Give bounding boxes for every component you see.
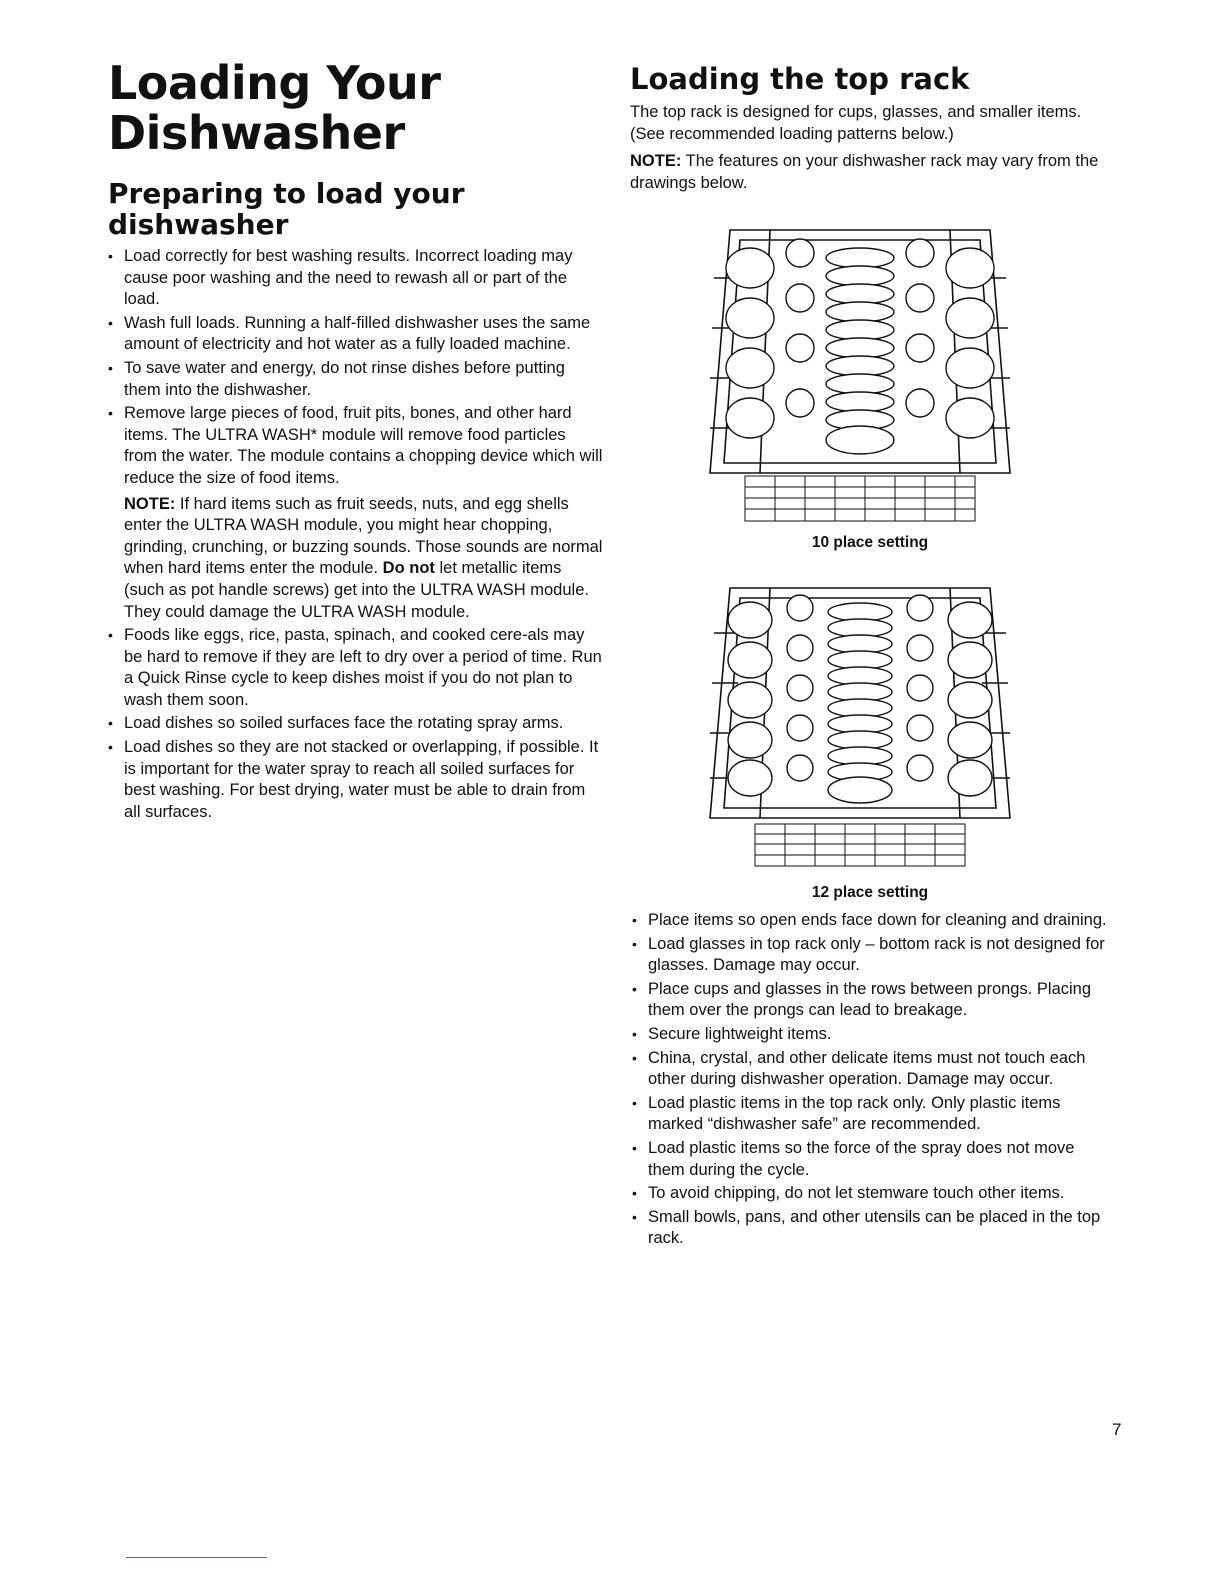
list-item: • Place items so open ends face down for cleaning and draining.	[632, 910, 1112, 932]
figure-caption-12-place: 12 place setting	[811, 884, 929, 901]
list-item: • Load correctly for best washing results. Incorrect loading may cause poor washing and the need to rewash all or part of the load.	[108, 246, 603, 311]
do-not-label: Do not	[382, 559, 435, 578]
list-item: • Small bowls, pans, and other utensils can be placed in the top rack.	[632, 1207, 1112, 1250]
section-title-top-rack: Loading the top rack	[630, 62, 970, 96]
ultra-wash-note	[124, 494, 603, 624]
note-text-2: let metallic items (such as pot handle screws) get into the ULTRA WASH module. They could damage the ULTRA WASH module.	[124, 559, 589, 621]
list-item-text: Remove large pieces of food, fruit pits, bones, and other hard items. The ULTRA WASH* module will remove food particles from the water. The module contains a chopping device which will reduce the size of food items.	[124, 404, 603, 487]
list-item: • Load dishes so soiled surfaces face the rotating spray arms.	[108, 713, 603, 735]
page-title-line1: Loading Your	[108, 56, 441, 110]
top-rack-10-place-illustration	[700, 218, 1020, 528]
list-item: • To avoid chipping, do not let stemware touch other items.	[632, 1183, 1112, 1205]
list-item: • Load dishes so they are not stacked or overlapping, if possible. It is important for the water spray to reach all soiled surfaces for best washing. For best drying, water must be able to drain from all surfaces.	[108, 737, 603, 823]
page-title-line2: Dishwasher	[108, 106, 405, 160]
list-item: • China, crystal, and other delicate items must not touch each other during dishwasher operation. Damage may occur.	[632, 1048, 1112, 1091]
preparing-list	[108, 246, 603, 823]
list-item: • Place cups and glasses in the rows between prongs. Placing them over the prongs can lead to breakage.	[632, 979, 1112, 1022]
list-item	[108, 403, 603, 623]
note-label: NOTE:	[124, 494, 176, 513]
list-item: • Wash full loads. Running a half-filled dishwasher uses the same amount of electricity and hot water as a fully loaded machine.	[108, 313, 603, 356]
page-title	[108, 58, 603, 158]
list-item: • Secure lightweight items.	[632, 1024, 1112, 1046]
right-column	[630, 62, 1120, 194]
list-item: • To save water and energy, do not rinse dishes before putting them into the dishwasher.	[108, 358, 603, 401]
top-rack-intro: The top rack is designed for cups, glasses, and smaller items. (See recommended loading patterns below.)	[630, 103, 1082, 143]
list-item: • Foods like eggs, rice, pasta, spinach, and cooked cere-als may be hard to remove if they are left to dry over a period of time. Run a Quick Rinse cycle to keep dishes moist if you do not plan to wash them soon.	[108, 625, 603, 711]
top-rack-12-place-illustration	[700, 578, 1020, 874]
note-label: NOTE:	[630, 152, 682, 171]
list-item: • Load glasses in top rack only – bottom rack is not designed for glasses. Damage may occur.	[632, 934, 1112, 977]
note-text: The features on your dishwasher rack may vary from the drawings below.	[630, 152, 1099, 192]
list-item: • Load plastic items in the top rack only. Only plastic items marked “dishwasher safe” are recommended.	[632, 1093, 1112, 1136]
top-rack-list	[632, 910, 1112, 1252]
figure-caption-10-place: 10 place setting	[811, 534, 929, 551]
left-column	[108, 58, 603, 825]
note-text-1: If hard items such as fruit seeds, nuts, and egg shells enter the ULTRA WASH module, you might hear chopping, grinding, crunching, or buzzing sounds. Those sounds are normal when hard items enter the module.	[124, 494, 603, 578]
footer-divider	[126, 1557, 267, 1558]
page-number: 7	[1112, 1420, 1122, 1439]
list-item: • Load plastic items so the force of the spray does not move them during the cycle.	[632, 1138, 1112, 1181]
section-title-preparing: Preparing to load your dishwasher	[108, 177, 465, 241]
top-rack-note	[630, 151, 1120, 194]
